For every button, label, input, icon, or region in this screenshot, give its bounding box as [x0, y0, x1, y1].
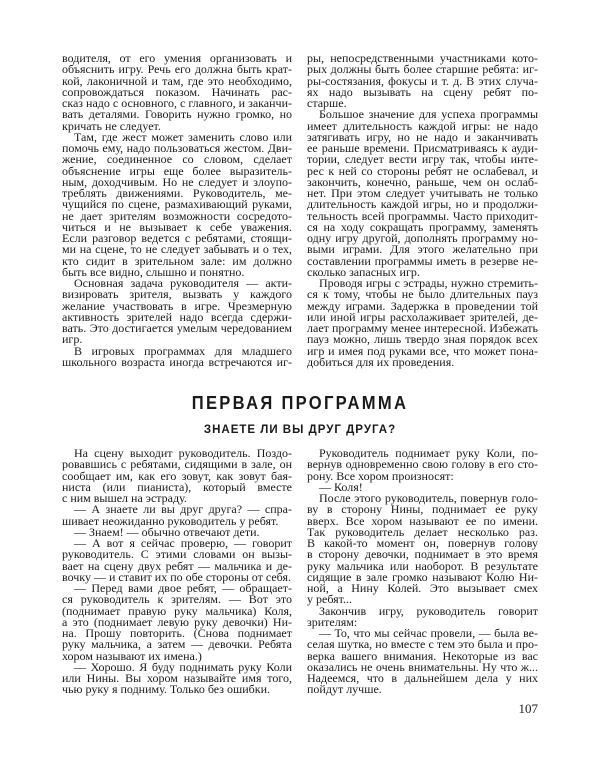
text-line: руку мальчика или наоборот. В результате: [307, 558, 538, 573]
text-line: на. Прошу повторить. (Снова поднимает: [62, 626, 292, 640]
text-line: вает на сцену двух ребят — мальчика и де-: [62, 558, 292, 573]
text-line: — А знаете ли вы друг друга? — спра-: [74, 502, 292, 517]
text-line: ся на ходу сокращать программу, заменять: [307, 219, 538, 234]
text-line: одну игру другой, дополнять программу но-: [307, 231, 538, 245]
text-line: селая шутка, но вместе с тем это была и про-: [307, 637, 538, 652]
text-line: чью руку я подниму. Только без ошибки.: [62, 682, 271, 697]
text-line: лает программу менее интересной. Избежать: [307, 321, 538, 335]
text-line: тории, следует вести игру так, чтобы инте-: [307, 152, 538, 167]
text-line: или Нины. Вы хором называйте имя того,: [62, 671, 292, 685]
text-line: После этого руководитель, повернув голо-: [319, 491, 538, 505]
text-line: руководитель. С этими словами он вызы-: [62, 547, 292, 562]
text-line: с ним вышел на эстраду.: [62, 491, 187, 505]
text-line: читься и не вызывает к себе уважения.: [62, 219, 292, 234]
text-line: игр и имея под руками все, что может пона-: [307, 343, 538, 358]
text-line: Надеемся, что в дальнейшем дела у них: [307, 671, 538, 685]
text-line: вверх. Все хором называют ее по имени.: [307, 513, 538, 528]
text-line: ры, непосредственными участниками кото-: [307, 51, 538, 65]
text-line: Если разговор ведется с ребятами, стоящи-: [62, 231, 292, 245]
text-line: пойдут лучше.: [307, 682, 382, 697]
text-line: сообщает им, как его зовут, как зовут бая-: [62, 468, 292, 483]
text-line: или иной игры расхолаживает зрителей, де-: [307, 309, 538, 324]
section-subheading: ЗНАЕТЕ ЛИ ВЫ ДРУГ ДРУГА?: [203, 424, 397, 436]
text-line: — Перед вами двое ребят, — обращает-: [74, 581, 292, 595]
text-line: добиться для их проведения.: [307, 354, 455, 369]
text-line: В игровых программах для младшего: [74, 343, 292, 358]
text-line: ся к тому, чтобы не было длительных пауз: [307, 287, 538, 302]
text-line: — Хорошо. Я буду поднимать руку Коли: [74, 659, 292, 674]
section-heading: ПЕРВАЯ ПРОГРАММА: [191, 393, 409, 413]
text-line: ее раньше времени. Присматриваясь к ауди-: [307, 141, 538, 155]
text-line: вать деталями. Говорить нужно громко, но: [62, 107, 292, 122]
text-line: кой, лаконичной и там, где это необходимо,: [62, 73, 292, 88]
text-line: ву в сторону Нины, поднимает ее руку: [307, 502, 538, 517]
text-line: чущийся по сцене, размахивающий руками,: [62, 197, 292, 212]
text-line: — А вот я сейчас проверю, — говорит: [74, 536, 292, 550]
text-line: рес к ней со стороны ребят не ослабевал, и: [307, 163, 538, 178]
text-line: ной, а Нину Колей. Это вызывает смех: [307, 581, 538, 595]
text-line: объяснить игру. Речь его должна быть крат-: [62, 62, 292, 77]
text-line: сопровождаться показом. Начинать рас-: [62, 84, 292, 99]
text-line: На сцену выходит руководитель. Поздо-: [74, 446, 292, 460]
text-line: а это (поднимает левую руку девочки) Ни-: [62, 614, 292, 629]
text-line: нет. При этом следует учитывать не только: [307, 186, 538, 200]
text-line: ях надо вызывать на сцену ребят по-: [307, 84, 538, 99]
text-line: водителя, от его умения организовать и: [62, 51, 292, 65]
text-line: верка вашего внимания. Некоторые из вас: [307, 648, 538, 663]
text-line: затягивать игру, но не надо и заканчивать: [307, 129, 538, 144]
text-line: ся руководитель к зрителям. — Вот это: [62, 592, 292, 607]
text-line: старше.: [307, 96, 347, 110]
text-line: Так руководитель делает несколько раз.: [307, 524, 538, 539]
text-line: визировать зрителя, вызвать у каждого: [62, 287, 292, 302]
text-line: вернув одновременно свою голову в его сто-: [307, 457, 538, 472]
text-line: пауз можно, лишь твердо зная порядок всех: [307, 332, 538, 347]
text-line: оказались не очень внимательны. Ну что ж...: [307, 659, 538, 674]
text-line: желание участвовать в игре. Чрезмерную: [62, 298, 292, 313]
text-line: длительность каждой игры, но и продолжи-: [307, 197, 538, 212]
text-line: выми играми. Для этого желательно при: [307, 242, 538, 257]
text-line: сказ надо с основного, с главного, и заканчи-: [62, 96, 292, 110]
text-line: Закончив игру, руководитель говорит: [319, 603, 538, 618]
text-line: не дает зрителям возможности сосредото-: [62, 208, 292, 223]
text-line: Большое значение для успеха программы: [319, 107, 538, 122]
text-line: помочь ему, надо пользоваться жестом. Дви-: [62, 141, 292, 155]
text-line: тельность всей программы. Часто приходит-: [307, 208, 538, 223]
text-line: вочку — и ставит их по обе стороны от себя.: [62, 569, 291, 584]
page-number: 107: [518, 701, 538, 716]
text-line: у ребят...: [307, 592, 352, 607]
text-line: жение, соединенное со словом, сделает: [62, 152, 292, 167]
text-line: между играми. Задержка в проведении той: [307, 298, 538, 313]
text-line: активность зрителей надо всегда сдержи-: [62, 309, 292, 324]
text-line: — Коля!: [319, 479, 363, 494]
text-line: хором называют их имена.): [62, 648, 202, 663]
text-line: ным, доходчивым. Но не следует и злоупо-: [62, 174, 292, 189]
text-line: шивает неожиданно руководитель у ребят.: [62, 513, 279, 528]
text-line: (поднимает правую руку мальчика) Коля,: [62, 603, 292, 618]
text-line: — Знаем! — обычно отвечают дети.: [74, 524, 260, 539]
text-line: ниста (или пианиста), который вместе: [62, 479, 292, 494]
text-line: треблять движениями. Руководитель, ме-: [62, 186, 292, 200]
text-line: сидящие в зале громко называют Колю Ни-: [307, 569, 538, 584]
text-line: — То, что мы сейчас провели, — была ве-: [319, 626, 538, 640]
text-line: вать. Это достигается умелым чередованием: [62, 321, 292, 335]
text-line: игр.: [62, 332, 83, 347]
text-line: школьного возраста иногда встречаются иг-: [62, 354, 292, 369]
text-line: закончить, конечно, раньше, чем он ослаб-: [307, 174, 538, 189]
text-line: кричать не следует.: [62, 118, 161, 133]
text-line: Руководитель поднимает руку Коли, по-: [319, 446, 538, 460]
text-line: объяснение игры еще более выразитель-: [62, 163, 292, 178]
text-line: сколько запасных игр.: [307, 264, 420, 279]
text-line: имеет длительность каждой игры: не надо: [307, 118, 538, 133]
text-line: Там, где жест может заменить слово или: [74, 129, 292, 144]
text-line: рону. Все хором произносят:: [307, 468, 454, 483]
text-line: Основная задача руководителя — акти-: [74, 276, 292, 290]
text-line: ры-состязания, фокусы и т. д. В этих случа-: [307, 73, 538, 88]
text-line: составлении программы иметь в резерве не-: [307, 253, 538, 268]
text-line: ровавшись с ребятами, сидящими в зале, он: [62, 457, 292, 472]
text-line: кто сидит в зрительном зале: им должно: [62, 253, 292, 268]
text-line: В какой-то момент он, повернув голову: [307, 536, 538, 550]
text-line: быть все видно, слышно и понятно.: [62, 264, 245, 279]
text-line: зрителям:: [307, 614, 358, 629]
text-line: в сторону девочки, поднимает в это время: [307, 547, 538, 562]
text-line: рых должны быть более старшие ребята: иг-: [307, 62, 538, 77]
text-line: Проводя игры с эстрады, нужно стремить-: [319, 276, 538, 290]
text-line: ми на сцене, то не следует забывать и о тех,: [62, 242, 292, 257]
text-line: руку мальчика, а затем — девочки. Ребята: [62, 637, 292, 652]
